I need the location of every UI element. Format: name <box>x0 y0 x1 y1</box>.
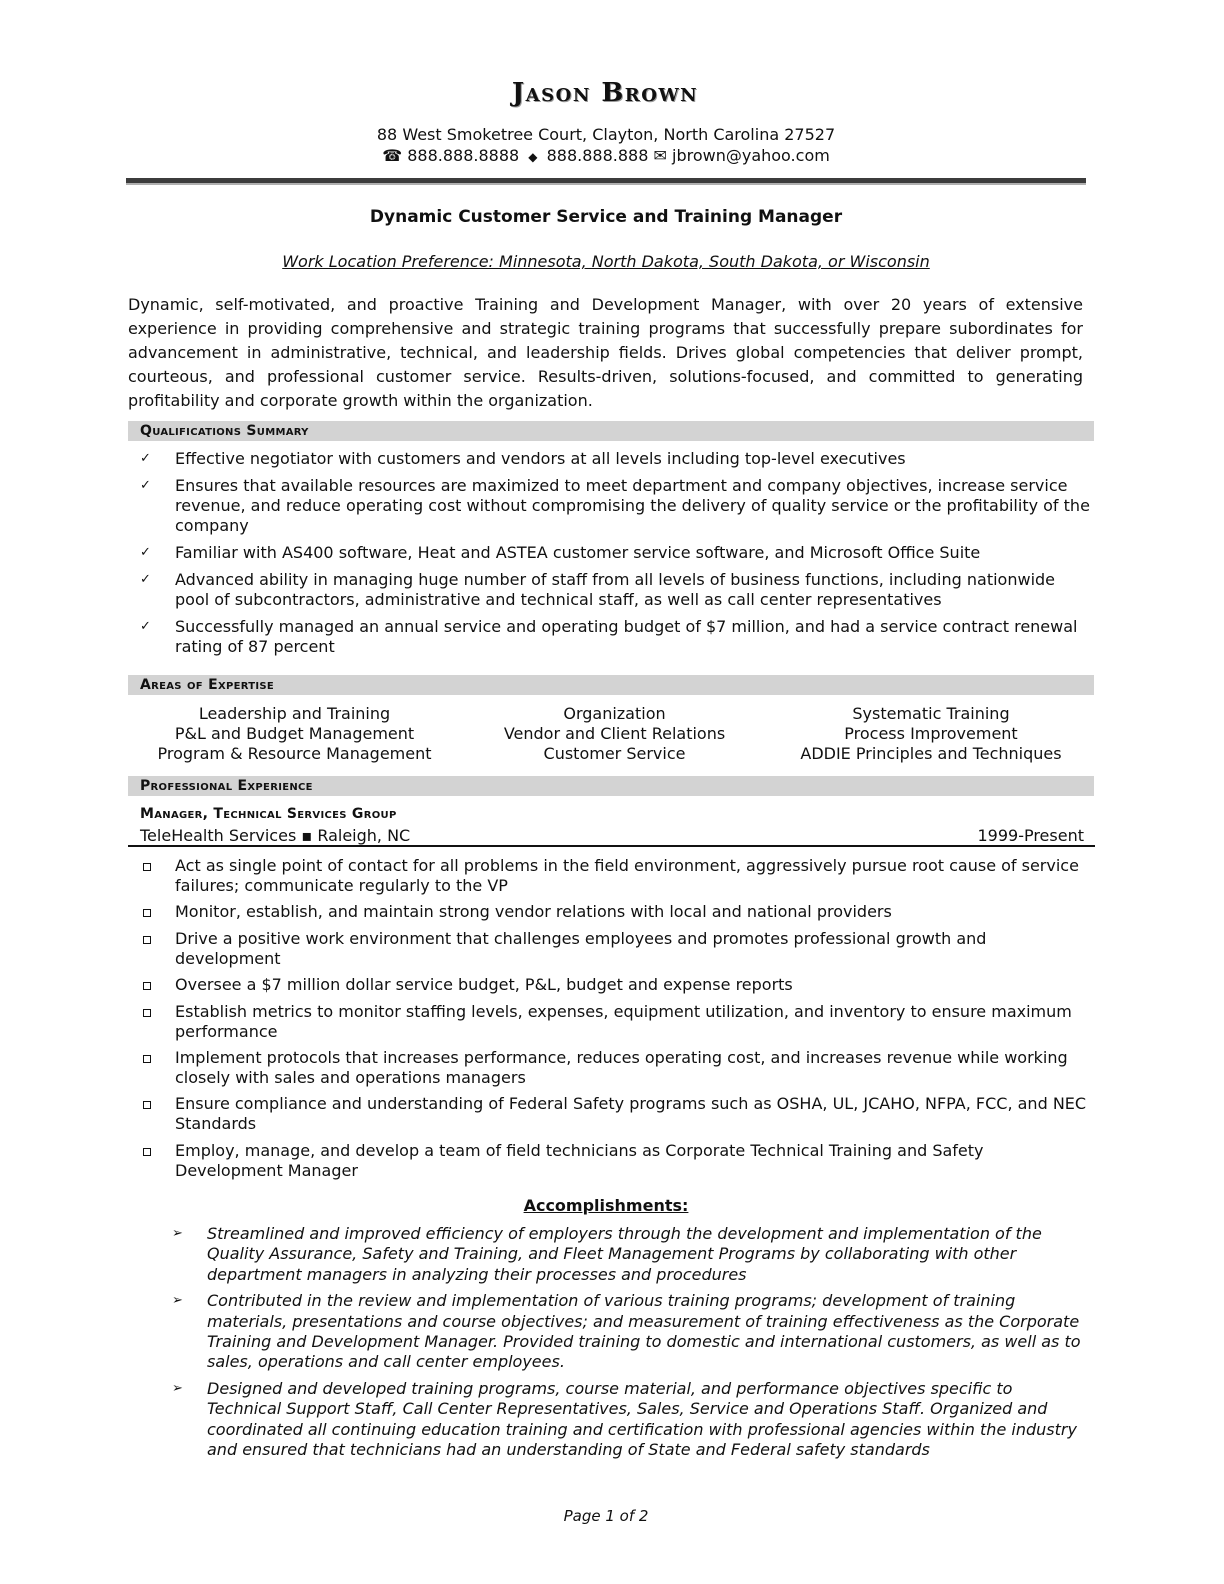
list-item: ✓ Familiar with AS400 software, Heat and ASTEA customer service software, and Microsoft Office Suite <box>140 543 981 562</box>
checkbox-bullet-icon <box>143 863 151 871</box>
accomplishments-list <box>172 1224 1084 1467</box>
square-bullet-icon: ▪ <box>301 826 313 845</box>
expertise-column: Leadership and Training P&L and Budget Management Program & Resource Management <box>157 704 432 763</box>
list-item: Monitor, establish, and maintain strong vendor relations with local and national providers <box>140 902 1090 922</box>
phone-primary: 888.888.8888 <box>407 146 520 165</box>
headline: Dynamic Customer Service and Training Manager <box>369 207 843 227</box>
list-item: ➢ Designed and developed training programs, course material, and performance objectives specific to Technical Support Staff, Call Center Representatives, Sales, Service and Operations Staff. Organized and coordinated all continuing education training and certification with professional agencies within the industry and ensured that technicians had an understanding of State and Federal safety standards <box>172 1379 1077 1459</box>
job-dates: 1999-Present <box>977 826 1084 845</box>
diamond-separator-icon: ◆ <box>528 150 538 164</box>
expertise-grid <box>128 704 1094 764</box>
job-title: Manager, Technical Services Group <box>140 806 397 822</box>
job-employer-line <box>140 826 1084 845</box>
list-item: ✓ Ensures that available resources are maximized to meet department and company objectives, increase service revenue, and reduce operating cost without compromising the delivery of quality service or the profitability of the company <box>140 476 1090 535</box>
candidate-name: Jason Brown <box>511 78 699 108</box>
expertise-section-title: Areas of Expertise <box>140 677 275 693</box>
work-location-preference: Work Location Preference: Minnesota, North Dakota, South Dakota, or Wisconsin <box>282 252 930 271</box>
list-item: Drive a positive work environment that challenges employees and promotes professional growth and development <box>140 929 1090 969</box>
check-icon: ✓ <box>140 572 151 587</box>
employer-name: TeleHealth Services <box>140 826 297 845</box>
qualifications-list <box>140 449 1090 664</box>
list-item: Act as single point of contact for all problems in the field environment, aggressively pursue root cause of service failures; communicate regularly to the VP <box>140 856 1090 896</box>
checkbox-bullet-icon <box>143 1009 151 1017</box>
checkbox-bullet-icon <box>143 1055 151 1063</box>
arrow-bullet-icon: ➢ <box>172 1226 183 1241</box>
list-item: ✓ Successfully managed an annual service and operating budget of $7 million, and had a service contract renewal rating of 87 percent <box>140 617 1078 656</box>
checkbox-bullet-icon <box>143 982 151 990</box>
checkbox-bullet-icon <box>143 1148 151 1156</box>
phone-icon: ☎ <box>382 146 403 165</box>
profile-summary: Dynamic, self-motivated, and proactive Training and Development Manager, with over 20 years of extensive experience in providing comprehensive and strategic training programs that successfully prepare subordinates for advancement in administrative, technical, and leadership fields. Drives global competencies that deliver prompt, courteous, and professional customer service. Results-driven, solutions-focused, and committed to generating profitability and corporate growth within the organization. <box>128 295 1083 410</box>
job-duties-list <box>140 856 1090 1187</box>
qualifications-section-title: Qualifications Summary <box>140 423 309 439</box>
list-item: Establish metrics to monitor staffing levels, expenses, equipment utilization, and inventory to ensure maximum performance <box>140 1002 1090 1042</box>
list-item: Implement protocols that increases performance, reduces operating cost, and increases revenue while working closely with sales and operations managers <box>140 1048 1090 1088</box>
list-item: ✓ Effective negotiator with customers and vendors at all levels including top-level executives <box>140 449 906 468</box>
page-number: Page 1 of 2 <box>563 1507 649 1525</box>
arrow-bullet-icon: ➢ <box>172 1293 183 1309</box>
email-address: jbrown@yahoo.com <box>672 146 830 165</box>
check-icon: ✓ <box>140 478 151 493</box>
job-location: Raleigh, NC <box>317 826 411 845</box>
list-item: Ensure compliance and understanding of Federal Safety programs such as OSHA, UL, JCAHO, NFPA, FCC, and NEC Standards <box>140 1094 1090 1134</box>
job-divider <box>128 845 1095 847</box>
expertise-column: Systematic Training Process Improvement ADDIE Principles and Techniques <box>800 704 1062 763</box>
accomplishments-heading: Accomplishments: <box>523 1196 689 1215</box>
check-icon: ✓ <box>140 545 151 560</box>
checkbox-bullet-icon <box>143 936 151 944</box>
check-icon: ✓ <box>140 619 151 634</box>
experience-section-title: Professional Experience <box>140 778 313 794</box>
checkbox-bullet-icon <box>143 1101 151 1109</box>
header-divider <box>126 178 1086 183</box>
list-item: ✓ Advanced ability in managing huge number of staff from all levels of business functions, including nationwide pool of subcontractors, administrative and technical staff, as well as call center representatives <box>140 570 1056 609</box>
expertise-column: Organization Vendor and Client Relations Customer Service <box>503 704 726 763</box>
list-item: ➢ Streamlined and improved efficiency of employers through the development and implementation of the Quality Assurance, Safety and Training, and Fleet Management Programs by collaborating with other department managers in analyzing their processes and procedures <box>172 1224 1042 1284</box>
phone-secondary: 888.888.888 <box>546 146 649 165</box>
contact-line <box>0 146 1212 165</box>
check-icon: ✓ <box>140 451 151 466</box>
checkbox-bullet-icon <box>143 909 151 917</box>
address: 88 West Smoketree Court, Clayton, North Carolina 27527 <box>376 125 836 144</box>
list-item: ➢ Contributed in the review and implementation of various training programs; development of training materials, presentations and course objectives; and measurement of training effectiveness as the Corporate Training and Development Manager. Provided training to domestic and international customers, as well as to sales, operations and call center employees. <box>172 1291 1081 1372</box>
list-item: Employ, manage, and develop a team of field technicians as Corporate Technical Training and Safety Development Manager <box>140 1141 1090 1181</box>
envelope-icon: ✉ <box>653 146 667 165</box>
arrow-bullet-icon: ➢ <box>172 1381 183 1397</box>
list-item: Oversee a $7 million dollar service budget, P&L, budget and expense reports <box>140 975 1090 995</box>
